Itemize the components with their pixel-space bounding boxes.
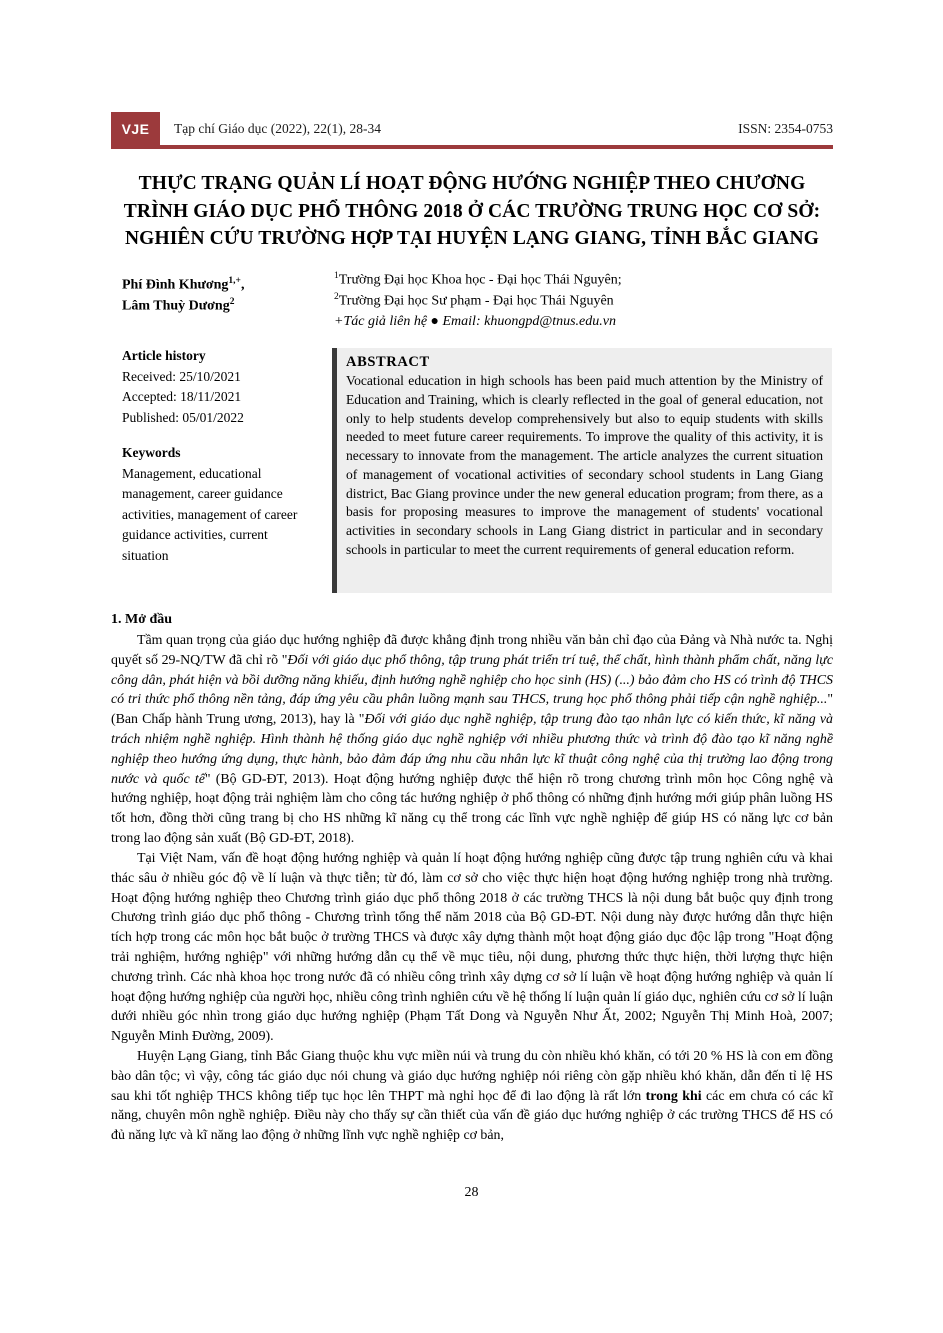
author-1-comma: , <box>240 277 245 293</box>
title-line-1: THỰC TRẠNG QUẢN LÍ HOẠT ĐỘNG HƯỚNG NGHIỆP THEO CHƯƠNG <box>138 173 806 194</box>
affiliation-2-marker: 2 <box>334 292 339 303</box>
vje-logo-badge: VJE <box>111 112 160 145</box>
article-meta-sidebar <box>122 346 312 566</box>
running-header <box>111 112 833 146</box>
p1-part-a: Tầm quan trọng của giáo dục hướng nghiệp đã được khẳng định trong nhiều văn bản chỉ đạo của Đảng và Nhà nước ta. Nghị quyết số 29-NQ/TW đã chỉ rõ " <box>111 632 833 668</box>
p1-part-b: " (Ban Chấp hành Trung ương, 2013), hay là " <box>111 692 833 728</box>
journal-citation-line: Tạp chí Giáo dục (2022), 22(1), 28-34 <box>174 121 381 136</box>
p3-part-a: Huyện Lạng Giang, tỉnh Bắc Giang thuộc khu vực miền núi và trung du còn nhiều khó khăn, có tới 20 % HS là con em đồng bào dân tộc; vì vậy, công tác giáo dục nói chung và giáo dục hướng nghiệp nói riêng còn gặp nhiều khó khăn, dẫn đến tỉ lệ HS sau khi tốt nghiệp THCS không tiếp tục học lên THPT mà nghỉ học để đi lao động là rất lớn <box>111 1049 833 1104</box>
article-accepted-date: Accepted: 18/11/2021 <box>122 389 242 405</box>
author-2 <box>122 296 322 317</box>
header-divider-rule <box>111 145 833 149</box>
keywords-list: Management, educational management, career guidance activities, management of career guidance activities, current situation <box>122 465 298 563</box>
abstract-heading: ABSTRACT <box>346 354 430 370</box>
affiliation-1 <box>334 270 734 291</box>
affiliation-2 <box>334 291 734 312</box>
affiliation-2-text: Trường Đại học Sư phạm - Đại học Thái Nguyên <box>338 293 614 309</box>
keywords-heading: Keywords <box>122 445 181 461</box>
page-title <box>111 170 833 253</box>
meta-spacer <box>122 428 312 443</box>
issn-text: ISSN: 2354-0753 <box>738 121 833 136</box>
paragraph-3 <box>111 1047 833 1146</box>
title-line-2: TRÌNH GIÁO DỤC PHỔ THÔNG 2018 Ở CÁC TRƯỜNG TRUNG HỌC CƠ SỞ: <box>123 200 821 222</box>
p1-quote-1: Đối với giáo dục phổ thông, tập trung phát triển trí tuệ, thể chất, hình thành phẩm chất, năng lực công dân, phát hiện và bồi dưỡng năng khiếu, định hướng nghề nghiệp cho học sinh (HS) (...) bảo đảm cho HS có trình độ THCS có tri thức phổ thông nền tảng, đáp ứng yêu cầu phân luồng mạnh sau THCS, trung học phổ thông phải tiếp cận nghề nghiệp... <box>111 652 833 708</box>
paragraph-2: Tại Việt Nam, vấn đề hoạt động hướng nghiệp và quản lí hoạt động hướng nghiệp cũng được tập trung nghiên cứu và khai thác sâu ở nhiều góc độ về lí luận và thực tiễn; từ đó, làm cơ sở cho việc thực hiện hoạt động hướng nghiệp trong nhà trường. Hoạt động hướng nghiệp theo Chương trình giáo dục phổ thông 2018 ở các trường THCS là nội dung bắt buộc quy định trong Chương trình giáo dục phổ thông - Chương trình tổng thể năm 2018 của Bộ GD-ĐT. Nội dung này được hướng dẫn thực hiện tích hợp trong các môn học bắt buộc ở trường THCS và được xây dựng thành một hoạt động giáo dục độc lập trong "Hoạt động trải nghiệm, hướng nghiệp" với những hướng dẫn cụ thể về mục tiêu, nội dung, phương thức thực hiện, thời lượng thực hiện chương trình. Các nhà khoa học trong nước đã có nhiều công trình xây dựng cơ sở lí luận về hoạt động hướng nghiệp và quản lí hoạt động hướng nghiệp của người học, nhiều công trình nghiên cứu về hệ thống lí luận quản lí giáo dục, nghiên cứu cơ sở lí luận dưới nhiều góc nhìn trong giáo dục hướng nghiệp (Phạm Tất Dong và Nguyễn Như Ất, 2002; Nguyễn Thị Minh Hoà, 2007; Nguyễn Minh Đường, 2009). <box>111 850 833 1045</box>
article-history-heading: Article history <box>122 348 206 363</box>
affiliation-1-text: Trường Đại học Khoa học - Đại học Thái Nguyên; <box>338 272 622 288</box>
author-2-affiliation-marker: 2 <box>229 296 235 307</box>
author-2-name: Lâm Thuỳ Dương <box>122 298 230 314</box>
article-body <box>111 610 833 1146</box>
abstract-box <box>332 348 832 593</box>
abstract-text: Vocational education in high schools has been paid much attention by the Ministry of Education and Training, which is clearly reflected in the goal of general education, not only to help students develop comprehensively but also to equip students with skills needed to meet future career requirements. To improve the quality of this activity, it is necessary to innovate from the management. The article analyzes the current situation of management of vocational activities of secondary school students in Lang Giang district, Bac Giang province under the new general education program; from there, as a basis for proposing measures to improve the management of students' vocational activities in secondary schools in Lang Giang district in particular and in secondary schools in particular to meet the current requirements of general education reform. <box>346 373 823 557</box>
page-number: 28 <box>464 1185 479 1200</box>
p3-bold-phrase: trong khi <box>645 1088 702 1104</box>
author-list <box>122 275 322 317</box>
section-heading-1: 1. Mở đầu <box>111 612 173 627</box>
author-1 <box>122 275 322 296</box>
paragraph-1 <box>111 631 833 849</box>
article-received-date: Received: 25/10/2021 <box>122 368 241 384</box>
affiliation-block <box>334 270 734 333</box>
affiliation-1-marker: 1 <box>334 271 339 281</box>
p3-part-c: các em chưa có các kĩ năng, chuyên môn nghề nghiệp. Điều này cho thấy sự cần thiết của vấn đề giáo dục hướng nghiệp ở các trường THCS để HS có đủ năng lực và kĩ năng lao động ở những lĩnh vực nghề nghiệp cơ bản, <box>111 1088 833 1144</box>
p1-part-c: " (Bộ GD-ĐT, 2013). Hoạt động hướng nghiệp được thể hiện rõ trong chương trình môn học Công nghệ và hướng nghiệp, hoạt động trải nghiệm làm cho công tác hướng nghiệp ở phổ thông có những định hướng mới giúp phân luồng HS tốt hơn, đồng thời cũng trang bị cho HS những kĩ năng cụ thể trong các lĩnh vực nghề nghiệp để giúp HS có năng lực cơ bản trong lao động sản xuất (Bộ GD-ĐT, 2018). <box>111 771 834 847</box>
p1-quote-2: Đối với giáo dục nghề nghiệp, tập trung đào tạo nhân lực có kiến thức, kĩ năng và trách nhiệm nghề nghiệp. Hình thành hệ thống giáo dục nghề nghiệp với nhiều phương thức và trình độ đào tạo kĩ năng nghề nghiệp theo hướng ứng dụng, thực hành, bảo đảm đáp ứng nhu cầu nhân lực kĩ thuật công nghệ của thị trường lao động trong nước và quốc tế <box>111 712 833 787</box>
title-line-3: NGHIÊN CỨU TRƯỜNG HỢP TẠI HUYỆN LẠNG GIANG, TỈNH BẮC GIANG <box>125 228 819 250</box>
author-1-affiliation-marker: 1,+ <box>228 276 241 286</box>
article-published-date: Published: 05/01/2022 <box>122 409 244 425</box>
author-1-name: Phí Đình Khương <box>122 277 229 293</box>
corresponding-author-email[interactable]: +Tác giả liên hệ ● Email: khuongpd@tnus.edu.vn <box>334 314 616 330</box>
